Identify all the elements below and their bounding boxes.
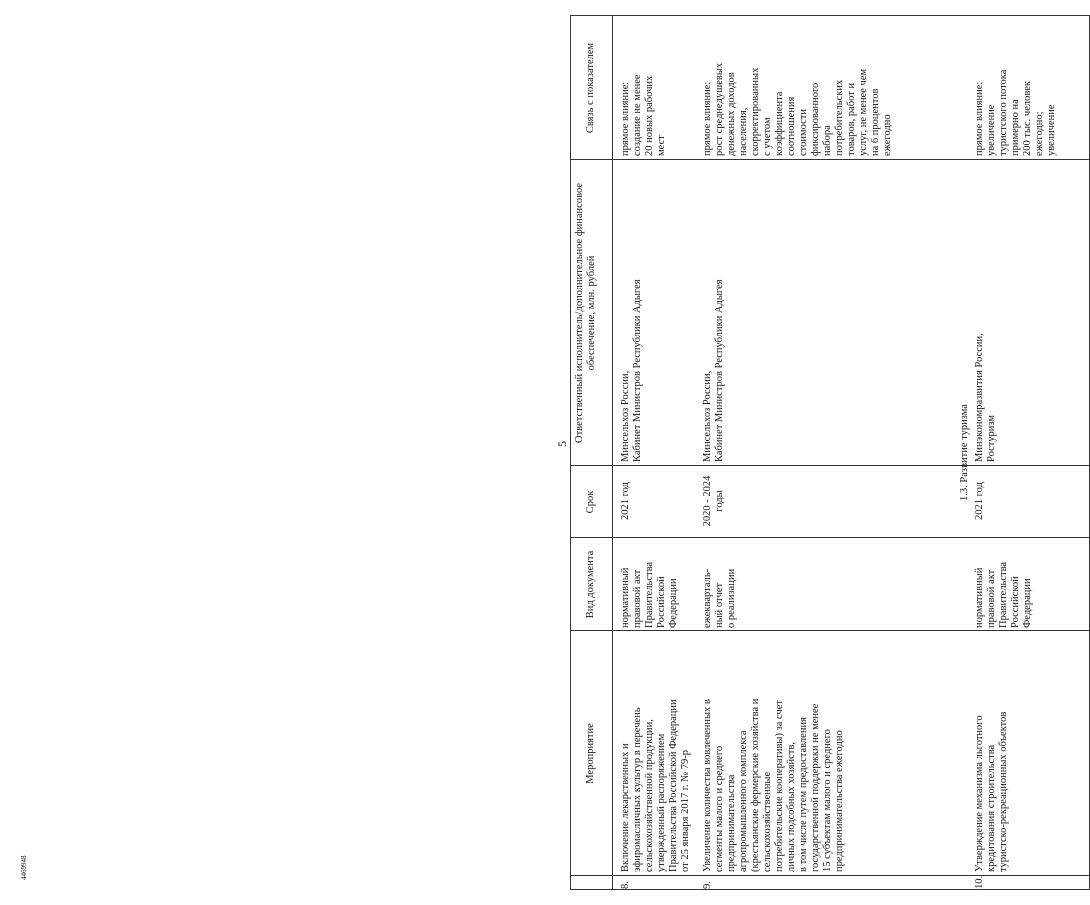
col-line-0 [570, 889, 1090, 890]
row-link: прямое влияние: создание не менее 20 новых рабочих мест [620, 74, 667, 156]
row-responsible: Минсельхоз России, Кабинет Министров Республики Адыгея [702, 279, 725, 462]
row-responsible: Минэкономразвития России, Ростуризм [974, 333, 997, 462]
row-number: 8. [620, 881, 631, 889]
col-line-3 [570, 537, 1090, 538]
header-term: Срок [585, 490, 596, 514]
row-event: Включение лекарственных и эфиромасличных культур в перечень сельскохозяйственной продукции, утвержденный распоряжением Правительства Российской Федерации от 25 января 2017 г. № 79-р [620, 699, 691, 872]
table-border-top [570, 15, 571, 890]
row-term: 2021 год [974, 482, 985, 520]
col-line-4 [570, 465, 1090, 466]
row-event: Увеличение количества вовлеченных в сегменты малого и среднего предпринимательства агропромышленного комплекса (крестьянские фермерские хозяйства и сельскохозяйственные потребительские кооперативы) за счет личных подсобных хозяйств, в том числе путем предоставления государственной поддержки не менее 15 субъектам малого и среднего предпринимательства ежегодно [702, 698, 845, 872]
row-responsible: Минсельхоз России, Кабинет Министров Республики Адыгея [620, 279, 643, 462]
row-doc-type: нормативный правовой акт Правительства Российской Федерации [974, 561, 1033, 628]
header-link: Связь с показателем [585, 42, 596, 134]
header-event: Мероприятие [585, 723, 596, 784]
row-doc-type: нормативный правовой акт Правительства Российской Федерации [620, 561, 679, 628]
col-line-1 [570, 875, 1090, 876]
document-code: 4469948 [20, 855, 28, 880]
col-line-5 [570, 159, 1090, 160]
col-line-2 [570, 630, 1090, 631]
row-number: 9. [702, 881, 713, 889]
row-link: прямое влияние: увеличение туристского потока примерно на 200 тыс. человек ежегодно; увеличение [974, 69, 1057, 156]
header-responsible: Ответственный исполнитель/дополнительное финансовое обеспечение, млн. рублей [574, 183, 597, 443]
section-title: 1.3. Развитие туризма [959, 404, 970, 501]
header-doc-type: Вид документа [585, 550, 596, 619]
row-term: 2020 - 2024 годы [702, 475, 725, 527]
row-link: прямое влияние: рост среднедушевых денежных доходов населения, скорректированных с учетом коэффициента соотношения стоимости фиксированного набора потребительских товаров, работ и услуг, не менее чем на 6 процентов ежегодно [702, 62, 893, 156]
row-event: Утверждение механизма льготного кредитования строительства туристско-рекреационных объектов [974, 711, 1009, 872]
table-header-divider [612, 15, 613, 890]
col-line-6 [570, 15, 1090, 16]
page-number: 5 [555, 441, 569, 447]
row-doc-type: ежекварталь- ный отчет о реализации [702, 568, 737, 628]
rotated-table [570, 15, 1090, 890]
row-term: 2021 год [620, 482, 631, 520]
row-number: 10. [974, 875, 985, 889]
